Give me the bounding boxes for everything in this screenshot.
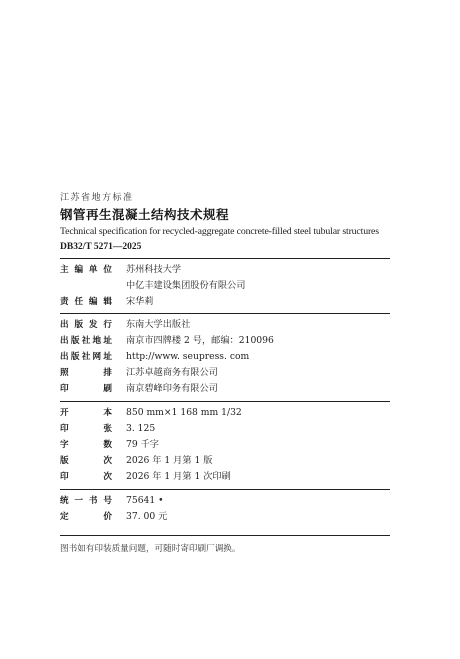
divider [60,258,390,259]
info-value: 东南大学出版社 [126,319,191,330]
info-label: 统一书号 [60,496,112,506]
info-value: http://www. seupress. com [126,351,250,362]
info-label: 字数 [60,440,112,450]
info-value: 3. 125 [126,423,156,434]
info-value: 2026 年 1 月第 1 版 [126,455,213,466]
info-row-impression [60,469,390,485]
info-label: 出版发行 [60,320,112,330]
info-label: 责任编辑 [60,297,112,307]
info-label: 版次 [60,456,112,466]
divider [60,401,390,402]
info-value: 37. 00 元 [126,511,168,522]
info-row-responsible-editor [60,294,390,310]
info-row-publisher-website [60,349,390,365]
info-label: 出版社地址 [60,336,112,346]
info-value: 南京市四牌楼 2 号，邮编：210096 [126,335,274,346]
info-row-format [60,405,390,421]
info-row-publisher [60,317,390,333]
info-row-word-count [60,437,390,453]
info-label: 印刷 [60,384,112,394]
info-row-printing [60,381,390,397]
info-row-publisher-address [60,333,390,349]
book-title: 钢管再生混凝土结构技术规程 [60,207,230,222]
info-value: 宋华莉 [126,296,154,307]
info-value: 75641 • [126,495,164,506]
series-label: 江苏省地方标准 [60,193,134,203]
info-value: 850 mm×1 168 mm 1/32 [126,407,242,418]
quality-notice: 图书如有印装质量问题，可随时寄印刷厂调换。 [60,544,241,554]
standard-code: DB32/T 5271—2025 [60,242,142,252]
info-label: 印张 [60,424,112,434]
book-subtitle-english: Technical specification for recycled-aggregate concrete-filled steel tubular structures [60,226,379,237]
info-value: 2026 年 1 月第 1 次印刷 [126,471,231,482]
info-label: 开本 [60,408,112,418]
info-row-editor-unit [60,262,390,278]
info-row-edition [60,453,390,469]
divider [60,313,390,314]
divider [60,489,390,490]
info-value: 南京碧峰印务有限公司 [126,383,218,394]
info-value: 79 千字 [126,439,159,450]
info-label: 定价 [60,512,112,522]
info-row-sheets [60,421,390,437]
info-value: 江苏卓越商务有限公司 [126,367,218,378]
info-label: 出版社网址 [60,352,112,362]
info-row-book-number [60,493,390,509]
info-label: 主编单位 [60,265,112,275]
info-label: 印次 [60,472,112,482]
info-row-typesetting [60,365,390,381]
info-value: 苏州科技大学 [126,264,182,275]
info-row-editor-unit-2 [60,278,390,294]
info-row-price [60,509,390,525]
divider [60,535,390,536]
info-value: 中亿丰建设集团股份有限公司 [126,280,246,291]
info-label: 照排 [60,368,112,378]
